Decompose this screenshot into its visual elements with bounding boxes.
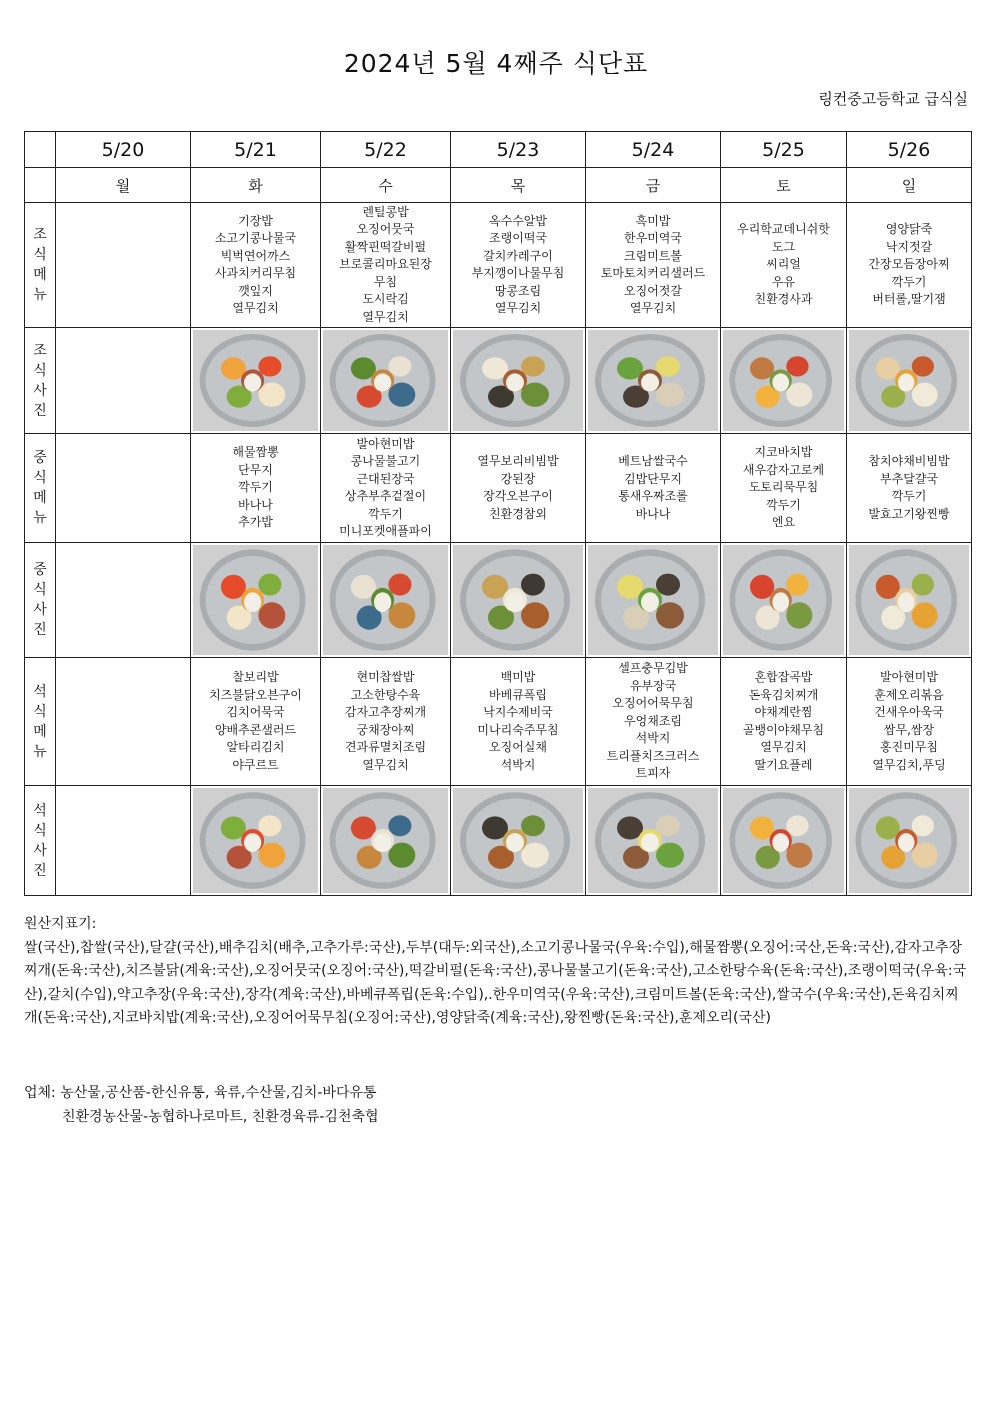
row-label-char: 사	[33, 382, 47, 399]
menu-item: 버터롤,딸기잼	[872, 292, 946, 307]
lunch-menu-label	[25, 434, 56, 543]
corner-cell	[25, 132, 56, 168]
lunch-menu-cell	[191, 434, 321, 543]
menu-item: 돈육김치찌개	[748, 687, 819, 702]
menu-item: 김치어묵국	[226, 705, 285, 719]
meal-tray-photo	[588, 545, 718, 655]
menu-item: 고소한탕수육	[350, 687, 421, 702]
breakfast-photo-cell	[586, 328, 721, 434]
row-label-char: 뉴	[33, 743, 47, 760]
menu-item: 발아현미밥	[880, 670, 938, 684]
menu-item: 영양닭죽	[885, 222, 933, 237]
breakfast-photo-cell	[321, 328, 451, 434]
menu-item: 미나리숙주무침	[477, 722, 559, 737]
row-label-char: 메	[33, 490, 47, 506]
weekday-header: 화	[191, 168, 321, 203]
menu-item: 훈제오리볶음	[874, 687, 944, 702]
menu-item: 양배추콘샐러드	[214, 722, 297, 737]
menu-item: 석박지	[635, 731, 671, 746]
meal-tray-photo	[588, 330, 718, 431]
menu-item: 견과류멸치조림	[344, 740, 427, 754]
menu-item: 부추달걀국	[880, 471, 938, 486]
dinner-menu-cell	[321, 658, 451, 786]
dinner-photo-cell	[721, 786, 847, 896]
date-header: 5/24	[586, 132, 721, 168]
date-header: 5/25	[721, 132, 847, 168]
dinner-menu-cell	[721, 658, 847, 786]
date-header: 5/23	[451, 132, 586, 168]
menu-item: 기장밥	[238, 213, 273, 228]
menu-item: 깍두기	[891, 489, 927, 503]
row-label-char: 진	[33, 862, 47, 879]
menu-item: 장각오븐구이	[483, 489, 553, 503]
menu-item: 브로콜리마요된장	[339, 257, 432, 272]
dinner-photo-cell	[321, 786, 451, 896]
menu-item: 오징어뭇국	[356, 222, 415, 237]
row-label-char: 메	[33, 723, 47, 740]
row-label-char: 뉴	[33, 287, 47, 303]
menu-item: 씨리얼	[766, 257, 801, 272]
menu-item: 사과치커리무침	[214, 266, 297, 280]
menu-item: 참치야채비빔밥	[868, 454, 950, 468]
date-header: 5/20	[56, 132, 191, 168]
lunch-menu-cell	[56, 434, 191, 543]
lunch-menu-cell	[451, 434, 586, 543]
date-header: 5/26	[847, 132, 972, 168]
page-title: 2024년 5월 4째주 식단표	[343, 49, 649, 78]
dinner-photo-cell	[451, 786, 586, 896]
dinner-menu-cell	[191, 658, 321, 786]
dinner-photo-cell	[191, 786, 321, 896]
menu-item: 백미밥	[500, 670, 536, 684]
menu-item: 열무김치	[494, 301, 542, 315]
menu-item: 도시락김	[362, 292, 409, 307]
meal-tray-photo	[193, 545, 318, 655]
meal-tray-photo	[849, 788, 969, 893]
menu-item: 바나나	[635, 506, 671, 521]
menu-item: 크림미트볼	[624, 248, 682, 263]
meal-tray-photo	[849, 330, 969, 431]
meal-tray-photo	[453, 788, 583, 893]
menu-item: 추가밥	[238, 515, 273, 530]
breakfast-photo-cell	[847, 328, 972, 434]
lunch-photo-cell	[721, 543, 847, 658]
menu-item: 딸기요플레	[754, 757, 813, 772]
menu-item: 석박지	[500, 757, 536, 772]
menu-item: 낙지수제비국	[483, 705, 553, 719]
menu-item: 조랭이떡국	[489, 231, 547, 245]
origin-text: 쌀(국산),찹쌀(국산),달걀(국산),배추김치(배추,고추가루:국산),두부(대두:외국산),소고기콩나물국(우육:수입),해물짬뽕(오징어:국산,돈육:국산),감자고추장찌개(돈육:국산),치즈불닭(계육:국산),오징어뭇국(오징어:국산),떡갈비펄(돈육:국산),콩나물불고기(돈육:국산),고소한탕수육(돈육:국산),조랭이떡국(우육:국산),갈치(수입),약고추장(우육:국산),장각(계육:국산),바베큐폭립(돈육:수입),.한우미역국(우육:국산),크림미트볼(돈육:국산),쌀국수(우육:국산),돈육김치찌개(돈육:국산),지코바치밥(계육:국산),오징어어묵무침(오징어:국산),영양닭죽(계육:국산),왕찐빵(돈육:국산),훈제오리(국산)	[24, 939, 967, 1026]
row-label-char: 사	[33, 842, 47, 859]
row-label-char: 식	[33, 470, 47, 486]
date-row	[25, 132, 972, 168]
menu-item: 알타리김치	[226, 740, 285, 754]
meal-tray-photo	[323, 330, 448, 431]
menu-item: 옥수수알밥	[489, 213, 547, 228]
dinner-empty-photo-cell	[56, 786, 191, 896]
menu-item: 트리플치즈크러스	[606, 748, 700, 763]
meal-tray-photo	[723, 545, 844, 655]
breakfast-menu-cell	[847, 203, 972, 328]
row-label-char: 뉴	[33, 510, 47, 526]
meal-tray-photo	[193, 788, 318, 893]
menu-item: 도그	[771, 239, 796, 254]
menu-item: 지코바치밥	[754, 445, 813, 460]
breakfast-photo-cell	[191, 328, 321, 434]
menu-item: 갈치카레구이	[483, 248, 553, 263]
vendor-info	[24, 1081, 379, 1129]
weekday-header: 수	[321, 168, 451, 203]
menu-item: 친환경참외	[489, 506, 547, 521]
dinner-menu-cell	[451, 658, 586, 786]
breakfast-empty-photo-cell	[56, 328, 191, 434]
menu-item: 근대된장국	[356, 471, 415, 486]
menu-item: 깍두기	[766, 497, 801, 512]
breakfast-photo-label	[25, 328, 56, 434]
menu-item: 오징어젓갈	[624, 283, 682, 298]
menu-item: 강된장	[500, 471, 536, 486]
row-label-char: 식	[33, 822, 47, 839]
row-label-char: 메	[33, 267, 47, 283]
menu-item: 우리학교데니쉬핫	[737, 222, 830, 237]
meal-plan-table	[24, 131, 972, 896]
breakfast-menu-cell	[586, 203, 721, 328]
menu-item: 깍두기	[238, 480, 273, 495]
menu-item: 소고기콩나물국	[214, 231, 297, 245]
menu-item: 베트남쌀국수	[618, 454, 688, 468]
lunch-empty-photo-cell	[56, 543, 191, 658]
lunch-menu-cell	[321, 434, 451, 543]
menu-item: 엔요	[771, 515, 796, 530]
breakfast-menu-cell	[191, 203, 321, 328]
menu-item: 우엉채조림	[624, 713, 682, 728]
breakfast-menu-cell	[721, 203, 847, 328]
menu-item: 바베큐폭립	[489, 687, 547, 702]
lunch-menu-row	[25, 434, 972, 543]
row-label-char: 중	[33, 450, 47, 466]
menu-item: 통새우짜조롤	[618, 489, 688, 503]
menu-item: 찰보리밥	[232, 670, 279, 684]
corner-cell	[25, 168, 56, 203]
menu-item: 깍두기	[368, 506, 403, 521]
menu-item: 유부장국	[629, 678, 677, 693]
weekday-header: 월	[56, 168, 191, 203]
weekday-row	[25, 168, 972, 203]
row-label-char: 식	[33, 362, 47, 379]
menu-item: 무침	[373, 274, 398, 289]
menu-item: 콩나물불고기	[350, 454, 421, 468]
menu-item: 발효고기왕찐빵	[868, 506, 950, 521]
vendor-line-1: 업체: 농산물,공산품-한신유통, 육류,수산물,김치-바다유통	[24, 1085, 377, 1101]
row-label-char: 중	[33, 562, 47, 578]
breakfast-menu-cell	[321, 203, 451, 328]
menu-item: 궁채장아찌	[356, 722, 415, 737]
menu-item: 감자고추장찌개	[344, 705, 427, 719]
dinner-menu-label	[25, 658, 56, 786]
lunch-menu-cell	[586, 434, 721, 543]
meal-tray-photo	[723, 788, 844, 893]
meal-tray-photo	[453, 545, 583, 655]
menu-item: 새우감자고로케	[742, 462, 825, 477]
menu-item: 야채계란찜	[754, 705, 813, 719]
menu-item: 열무김치,푸딩	[872, 757, 946, 772]
meal-tray-photo	[588, 788, 718, 893]
menu-item: 건새우아욱국	[874, 705, 944, 719]
meal-tray-photo	[723, 330, 844, 431]
menu-item: 땅콩조림	[494, 283, 542, 298]
origin-title: 원산지표기:	[24, 916, 97, 932]
meal-tray-photo	[323, 545, 448, 655]
menu-item: 낙지젓갈	[885, 239, 933, 254]
origin-notice	[24, 913, 972, 1031]
lunch-photo-row	[25, 543, 972, 658]
lunch-photo-cell	[191, 543, 321, 658]
meal-tray-photo	[453, 330, 583, 431]
dinner-menu-cell	[586, 658, 721, 786]
menu-item: 깻잎지	[238, 283, 273, 298]
meal-tray-photo	[323, 788, 448, 893]
meal-tray-photo	[849, 545, 969, 655]
school-cafeteria-name: 링컨중고등학교 급식실	[818, 90, 968, 108]
menu-item: 오징어실채	[489, 740, 547, 754]
row-label-char: 조	[33, 342, 47, 359]
menu-item: 바나나	[238, 497, 273, 512]
lunch-photo-cell	[847, 543, 972, 658]
dinner-photo-cell	[586, 786, 721, 896]
row-label-char: 식	[33, 582, 47, 598]
date-header: 5/21	[191, 132, 321, 168]
menu-item: 열무보리비빔밥	[477, 454, 559, 468]
dinner-photo-label	[25, 786, 56, 896]
menu-item: 깍두기	[891, 274, 927, 289]
meal-tray-photo	[193, 330, 318, 431]
menu-item: 친환경사과	[754, 292, 813, 307]
menu-item: 혼합잡곡밥	[754, 670, 813, 684]
breakfast-photo-cell	[451, 328, 586, 434]
menu-item: 트피자	[635, 766, 671, 781]
menu-item: 셀프충무김밥	[618, 661, 688, 676]
menu-item: 열무김치	[760, 740, 807, 754]
dinner-menu-cell	[56, 658, 191, 786]
lunch-menu-cell	[847, 434, 972, 543]
menu-item: 활짝핀떡갈비펄	[344, 239, 427, 254]
menu-item: 오징어어묵무침	[612, 696, 694, 711]
menu-item: 골뱅이야채무침	[742, 722, 825, 737]
date-header: 5/22	[321, 132, 451, 168]
menu-item: 미니포켓애플파이	[339, 524, 432, 538]
row-label-char: 식	[33, 703, 47, 720]
menu-item: 열무김치	[232, 301, 279, 315]
row-label-char: 석	[33, 802, 47, 819]
breakfast-menu-cell	[451, 203, 586, 328]
menu-item: 상추부추겉절이	[344, 489, 427, 503]
menu-item: 단무지	[238, 462, 273, 477]
menu-item: 열무김치	[629, 301, 677, 315]
menu-item: 홍진미무침	[880, 740, 938, 754]
menu-item: 야쿠르트	[232, 757, 279, 772]
row-label-char: 진	[33, 402, 47, 419]
menu-item: 김밥단무지	[624, 471, 682, 486]
menu-item: 쌈무,쌈장	[883, 722, 935, 737]
row-label-char: 조	[33, 227, 47, 243]
weekday-header: 금	[586, 168, 721, 203]
lunch-menu-cell	[721, 434, 847, 543]
menu-item: 치즈불닭오븐구이	[209, 687, 302, 702]
vendor-line-2: 친환경농산물-농협하나로마트, 친환경육류-김천축협	[62, 1109, 379, 1125]
menu-item: 토마토치커리샐러드	[600, 266, 706, 280]
lunch-photo-cell	[586, 543, 721, 658]
row-label-char: 식	[33, 247, 47, 263]
menu-item: 도토리묵무침	[748, 480, 819, 495]
dinner-photo-row	[25, 786, 972, 896]
menu-item: 간장모듬장아찌	[868, 257, 950, 272]
weekday-header: 목	[451, 168, 586, 203]
dinner-photo-cell	[847, 786, 972, 896]
menu-item: 해물짬뽕	[232, 445, 279, 460]
breakfast-photo-cell	[721, 328, 847, 434]
breakfast-menu-cell	[56, 203, 191, 328]
row-label-char: 진	[33, 622, 47, 638]
weekday-header: 토	[721, 168, 847, 203]
menu-item: 우유	[771, 274, 796, 289]
menu-item: 렌틸콩밥	[362, 204, 409, 219]
menu-item: 부지깽이나물무침	[471, 266, 565, 280]
breakfast-menu-label	[25, 203, 56, 328]
menu-item: 발아현미밥	[356, 436, 415, 451]
row-label-char: 사	[33, 602, 47, 618]
menu-item: 흑미밥	[635, 213, 671, 228]
menu-item: 현미찹쌀밥	[356, 670, 415, 684]
breakfast-photo-row	[25, 328, 972, 434]
breakfast-menu-row	[25, 203, 972, 328]
menu-item: 빅벅연어까스	[220, 248, 291, 263]
weekday-header: 일	[847, 168, 972, 203]
menu-item: 열무김치	[362, 757, 409, 772]
menu-item: 열무김치	[362, 309, 409, 324]
row-label-char: 석	[33, 683, 47, 700]
menu-item: 한우미역국	[624, 231, 682, 245]
dinner-menu-row	[25, 658, 972, 786]
dinner-menu-cell	[847, 658, 972, 786]
lunch-photo-label	[25, 543, 56, 658]
lunch-photo-cell	[451, 543, 586, 658]
lunch-photo-cell	[321, 543, 451, 658]
